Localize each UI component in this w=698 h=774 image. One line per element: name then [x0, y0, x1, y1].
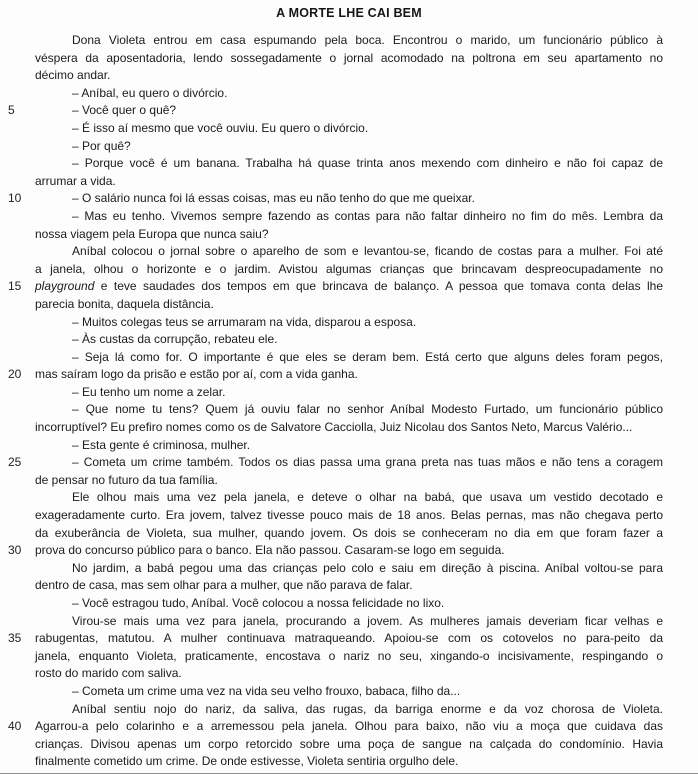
- line-text: finalmente cometido um crime. De onde estivesse, Violeta sentiria orgulho dele.: [35, 754, 459, 769]
- line-text: da exuberância de Violeta, sua mulher, quando jovem. Os dois se conheceram no dia em que foram fazer a: [35, 525, 663, 540]
- line-text: – Você estragou tudo, Aníbal. Você colocou a nossa felicidade no lixo.: [72, 596, 445, 610]
- line-text: – Aníbal, eu quero o divórcio.: [72, 85, 228, 100]
- text-line: [35, 32, 663, 50]
- text-line: [35, 384, 663, 402]
- text-line: [35, 155, 663, 173]
- line-number: 15: [8, 279, 22, 294]
- line-text: No jardim, a babá pegou uma das crianças pelo colo e saiu em direção à piscina. Aníbal voltou-se para: [72, 560, 663, 575]
- text-line: [35, 296, 663, 314]
- text-line: [35, 349, 663, 367]
- line-text: – Cometa um crime uma vez na vida seu velho frouxo, babaca, filho da...: [72, 683, 461, 698]
- line-text: crianças. Divisou apenas um corpo retorcido sobre uma poça de sangue na calçada do condomínio. Havia: [35, 736, 663, 751]
- text-line: [35, 736, 663, 754]
- text-line: [35, 226, 663, 244]
- text-line: [35, 67, 663, 85]
- line-text-italic: playground: [35, 279, 95, 294]
- text-line: [8, 190, 663, 208]
- line-text: – Cometa um crime também. Todos os dias passa uma grana preta nas tuas mãos e não tens a coragem: [72, 455, 663, 470]
- line-text: – Mas eu tenho. Vivemos sempre fazendo as contas para não faltar dinheiro no fim do mês. Lembra da: [72, 208, 663, 223]
- line-text: – Muitos colegas teus se arrumaram na vida, disparou a esposa.: [72, 314, 417, 329]
- text-line: [35, 613, 663, 631]
- line-text: – Que nome tu tens? Quem já ouviu falar no senhor Aníbal Modesto Furtado, um funcionário público: [72, 402, 663, 417]
- text-line: [8, 102, 663, 120]
- text-line: [35, 753, 663, 771]
- line-number: 35: [8, 631, 22, 646]
- text-line: [35, 120, 663, 138]
- line-text: incorruptível? Eu prefiro nomes como os de Salvatore Cacciolla, Juiz Nicolau dos Santos Neto, Marcus Valério...: [35, 420, 633, 435]
- line-number: 30: [8, 543, 22, 558]
- line-text: de pensar no futuro da tua família.: [35, 472, 218, 487]
- line-text: mas saíram logo da prisão e estão por aí, com a vida ganha.: [35, 367, 358, 382]
- line-text: parecia bonita, daquela distância.: [35, 296, 214, 311]
- text-line: [35, 595, 663, 613]
- line-text: – O salário nunca foi lá essas coisas, mas eu não tenho do que me queixar.: [72, 191, 475, 206]
- line-text: – Eu tenho um nome a zelar.: [72, 384, 226, 399]
- text-line: [35, 331, 663, 349]
- line-text: e teve saudades dos tempos em que brincava de balanço. A pessoa que tomava conta delas lhe: [94, 279, 663, 294]
- text-line: [35, 85, 663, 103]
- document-title: A MORTE LHE CAI BEM: [276, 6, 422, 20]
- line-text: exageradamente curto. Era jovem, talvez tivesse pouco mais de 18 anos. Belas pernas, mas não chegava perto: [35, 508, 663, 523]
- line-text: – É isso aí mesmo que você ouviu. Eu quero o divórcio.: [72, 120, 369, 135]
- line-number: 25: [8, 455, 22, 470]
- text-line: [35, 701, 663, 719]
- line-text: Dona Violeta entrou em casa espumando pela boca. Encontrou o marido, um funcionário público à: [72, 33, 663, 47]
- text-line: [8, 366, 663, 384]
- line-text: Aníbal sentiu nojo do nariz, da saliva, das rugas, da barriga enorme e da voz chorosa de Violeta.: [72, 701, 663, 716]
- line-number: 20: [8, 367, 22, 382]
- line-text: a janela, olhou o horizonte e o jardim. Avistou algumas crianças que brincavam despreocupadamente no: [35, 261, 663, 276]
- line-text: prova do concurso público para o banco. Ela não passou. Casaram-se logo em seguida.: [35, 543, 505, 558]
- text-line: [35, 50, 663, 68]
- text-line: [35, 437, 663, 455]
- line-text: – Você quer o quê?: [72, 103, 177, 118]
- text-line: [35, 472, 663, 490]
- text-line: [35, 507, 663, 525]
- line-text: nossa viagem pela Europa que nunca saiu?: [35, 226, 269, 241]
- text-line: [8, 542, 663, 560]
- document-text-block: [8, 32, 663, 771]
- line-text: Ele olhou mais uma vez pela janela, e deteve o olhar na babá, que usava um vestido decotado e: [72, 490, 663, 505]
- line-text: rosto do marido com saliva.: [35, 666, 182, 681]
- text-line: [35, 401, 663, 419]
- line-text: – Às custas da corrupção, rebateu ele.: [72, 332, 278, 347]
- text-line: [35, 243, 663, 261]
- line-text: décimo andar.: [35, 68, 111, 83]
- text-line: [8, 278, 663, 296]
- line-text: – Esta gente é criminosa, mulher.: [72, 437, 251, 452]
- text-line: [35, 138, 663, 156]
- line-text: Virou-se mais uma vez para janela, procurando a jovem. As mulheres jamais deveriam ficar velhas e: [72, 613, 663, 628]
- text-line: [35, 560, 663, 578]
- line-text: – Porque você é um banana. Trabalha há quase trinta anos mexendo com dinheiro e não foi capaz de: [72, 156, 663, 171]
- text-line: [35, 261, 663, 279]
- text-line: [8, 718, 663, 736]
- line-text: arrumar a vida.: [35, 173, 116, 188]
- line-text: rabugentas, matutou. A mulher continuava matraqueando. Apoiou-se com os cotovelos no para-peito da: [35, 631, 663, 646]
- line-text: véspera da aposentadoria, lendo sossegadamente o jornal acomodado na poltrona em seu apartamento no: [35, 50, 663, 65]
- text-line: [35, 577, 663, 595]
- line-number: 5: [8, 103, 15, 118]
- line-text: janela, enquanto Violeta, praticamente, encostava o nariz no seu, xingando-o incisivamente, respingando o: [35, 648, 663, 663]
- text-line: [8, 630, 663, 648]
- line-text: Aníbal colocou o jornal sobre o aparelho de som e levantou-se, ficando de costas para a mulher. Foi até: [72, 244, 663, 259]
- text-line: [35, 489, 663, 507]
- line-text: – Seja lá como for. O importante é que eles se deram bem. Está certo que alguns deles foram pegos,: [72, 349, 663, 364]
- text-line: [35, 314, 663, 332]
- line-text: Agarrou-a pelo colarinho e a arremessou pela janela. Olhou para baixo, não viu a moça que cuidava das: [35, 719, 663, 734]
- text-line: [8, 454, 663, 472]
- text-line: [35, 683, 663, 701]
- text-line: [35, 648, 663, 666]
- text-line: [35, 419, 663, 437]
- line-text: dentro de casa, mas sem olhar para a mulher, que não parava de falar.: [35, 578, 413, 593]
- text-line: [35, 525, 663, 543]
- line-number: 10: [8, 191, 22, 206]
- text-line: [35, 173, 663, 191]
- text-line: [35, 665, 663, 683]
- line-number: 40: [8, 719, 22, 734]
- text-line: [35, 208, 663, 226]
- line-text: – Por quê?: [72, 138, 131, 153]
